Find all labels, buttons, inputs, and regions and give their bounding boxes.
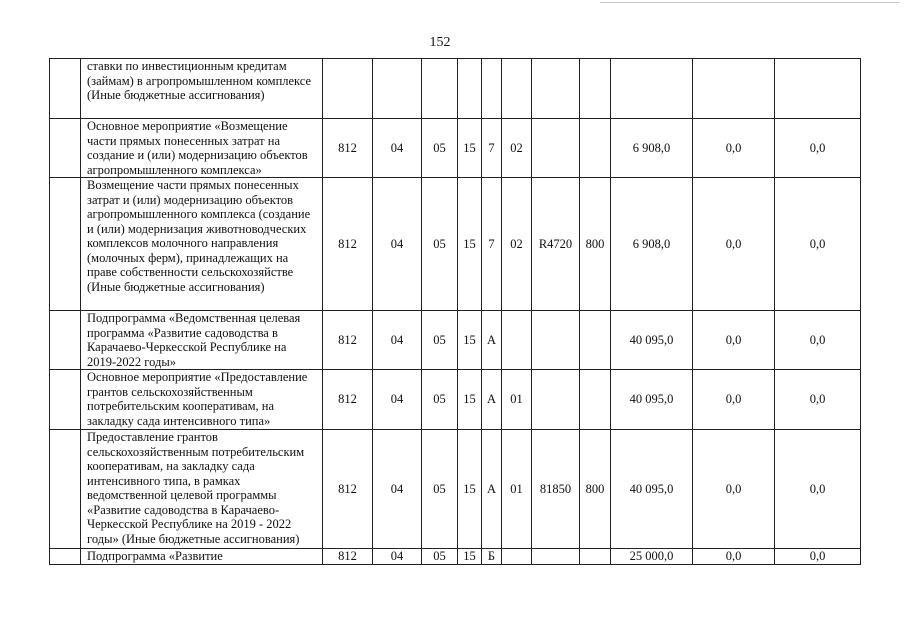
direction-code [532,549,580,565]
scan-edge-line [600,2,900,3]
row-marker-cell [50,59,81,119]
program-code: 15 [458,119,482,178]
subprogram-code: А [482,430,502,549]
amount-2021: 0,0 [693,311,775,370]
direction-code: 81850 [532,430,580,549]
expense-type-code [580,370,611,430]
section-code: 04 [373,119,422,178]
amount-2022: 0,0 [775,119,861,178]
row-description: Основное мероприятие «Предоставление грантов сельскохозяйственным потребительским кооперативам, на закладку сада интенсивного типа» [81,370,323,430]
table-body [50,59,861,565]
ministry-code: 812 [323,178,373,311]
row-description: Предоставление грантов сельскохозяйственным потребительским кооперативам, на закладку сада интенсивного типа, в рамках ведомственной целевой программы «Развитие садоводства в Карачаево-Черкесской Республике на 2019 - 2022 годы» (Иные бюджетные ассигнования) [81,430,323,549]
program-code [458,59,482,119]
subsection-code: 05 [422,178,458,311]
amount-2020: 40 095,0 [611,370,693,430]
amount-2022: 0,0 [775,549,861,565]
subsection-code: 05 [422,430,458,549]
program-code: 15 [458,311,482,370]
ministry-code: 812 [323,549,373,565]
amount-2021 [693,59,775,119]
subprogram-code [482,59,502,119]
event-code [502,59,532,119]
section-code: 04 [373,430,422,549]
table-row [50,311,861,370]
expense-type-code [580,59,611,119]
subsection-code: 05 [422,119,458,178]
program-code: 15 [458,430,482,549]
event-code: 01 [502,430,532,549]
table-row [50,549,861,565]
ministry-code: 812 [323,370,373,430]
row-description: Подпрограмма «Ведомственная целевая программа «Развитие садоводства в Карачаево-Черкесской Республике на 2019-2022 годы» [81,311,323,370]
expense-type-code: 800 [580,430,611,549]
subsection-code: 05 [422,370,458,430]
row-marker-cell [50,178,81,311]
event-code: 02 [502,178,532,311]
amount-2022: 0,0 [775,370,861,430]
table-row [50,370,861,430]
section-code: 04 [373,549,422,565]
amount-2021: 0,0 [693,370,775,430]
row-marker-cell [50,430,81,549]
table-row [50,430,861,549]
row-marker-cell [50,119,81,178]
program-code: 15 [458,549,482,565]
amount-2021: 0,0 [693,119,775,178]
direction-code [532,59,580,119]
subsection-code: 05 [422,549,458,565]
section-code: 04 [373,370,422,430]
direction-code [532,119,580,178]
row-description: Основное мероприятие «Возмещение части прямых понесенных затрат на создание и (или) модернизацию объектов агропромышленного комплекса» [81,119,323,178]
amount-2020: 6 908,0 [611,178,693,311]
amount-2022 [775,59,861,119]
subprogram-code: А [482,311,502,370]
event-code: 01 [502,370,532,430]
amount-2020: 40 095,0 [611,430,693,549]
direction-code: R4720 [532,178,580,311]
event-code: 02 [502,119,532,178]
direction-code [532,370,580,430]
expense-type-code [580,311,611,370]
event-code [502,311,532,370]
program-code: 15 [458,370,482,430]
amount-2022: 0,0 [775,178,861,311]
direction-code [532,311,580,370]
amount-2021: 0,0 [693,178,775,311]
row-marker-cell [50,549,81,565]
expense-type-code: 800 [580,178,611,311]
program-code: 15 [458,178,482,311]
section-code [373,59,422,119]
amount-2022: 0,0 [775,430,861,549]
amount-2021: 0,0 [693,549,775,565]
row-description: ставки по инвестиционным кредитам (займам) в агропромышленном комплексе (Иные бюджетные ассигнования) [81,59,323,119]
subprogram-code: 7 [482,178,502,311]
ministry-code: 812 [323,119,373,178]
table-row [50,119,861,178]
section-code: 04 [373,178,422,311]
row-description: Возмещение части прямых понесенных затрат и (или) модернизацию объектов агропромышленного комплекса (создание и (или) модернизация животноводческих комплексов молочного направления (молочных ферм), принадлежащих на праве собственности сельскохозяйстве (Иные бюджетные ассигнования) [81,178,323,311]
expense-type-code [580,549,611,565]
amount-2020: 25 000,0 [611,549,693,565]
expense-type-code [580,119,611,178]
subprogram-code: А [482,370,502,430]
ministry-code [323,59,373,119]
page-number: 152 [429,35,451,50]
amount-2022: 0,0 [775,311,861,370]
table-row [50,59,861,119]
amount-2020: 40 095,0 [611,311,693,370]
budget-table [49,58,861,565]
amount-2021: 0,0 [693,430,775,549]
subsection-code: 05 [422,311,458,370]
ministry-code: 812 [323,311,373,370]
row-description: Подпрограмма «Развитие [81,549,323,565]
amount-2020 [611,59,693,119]
row-marker-cell [50,370,81,430]
row-marker-cell [50,311,81,370]
ministry-code: 812 [323,430,373,549]
table-row [50,178,861,311]
amount-2020: 6 908,0 [611,119,693,178]
subsection-code [422,59,458,119]
subprogram-code: Б [482,549,502,565]
subprogram-code: 7 [482,119,502,178]
section-code: 04 [373,311,422,370]
event-code [502,549,532,565]
